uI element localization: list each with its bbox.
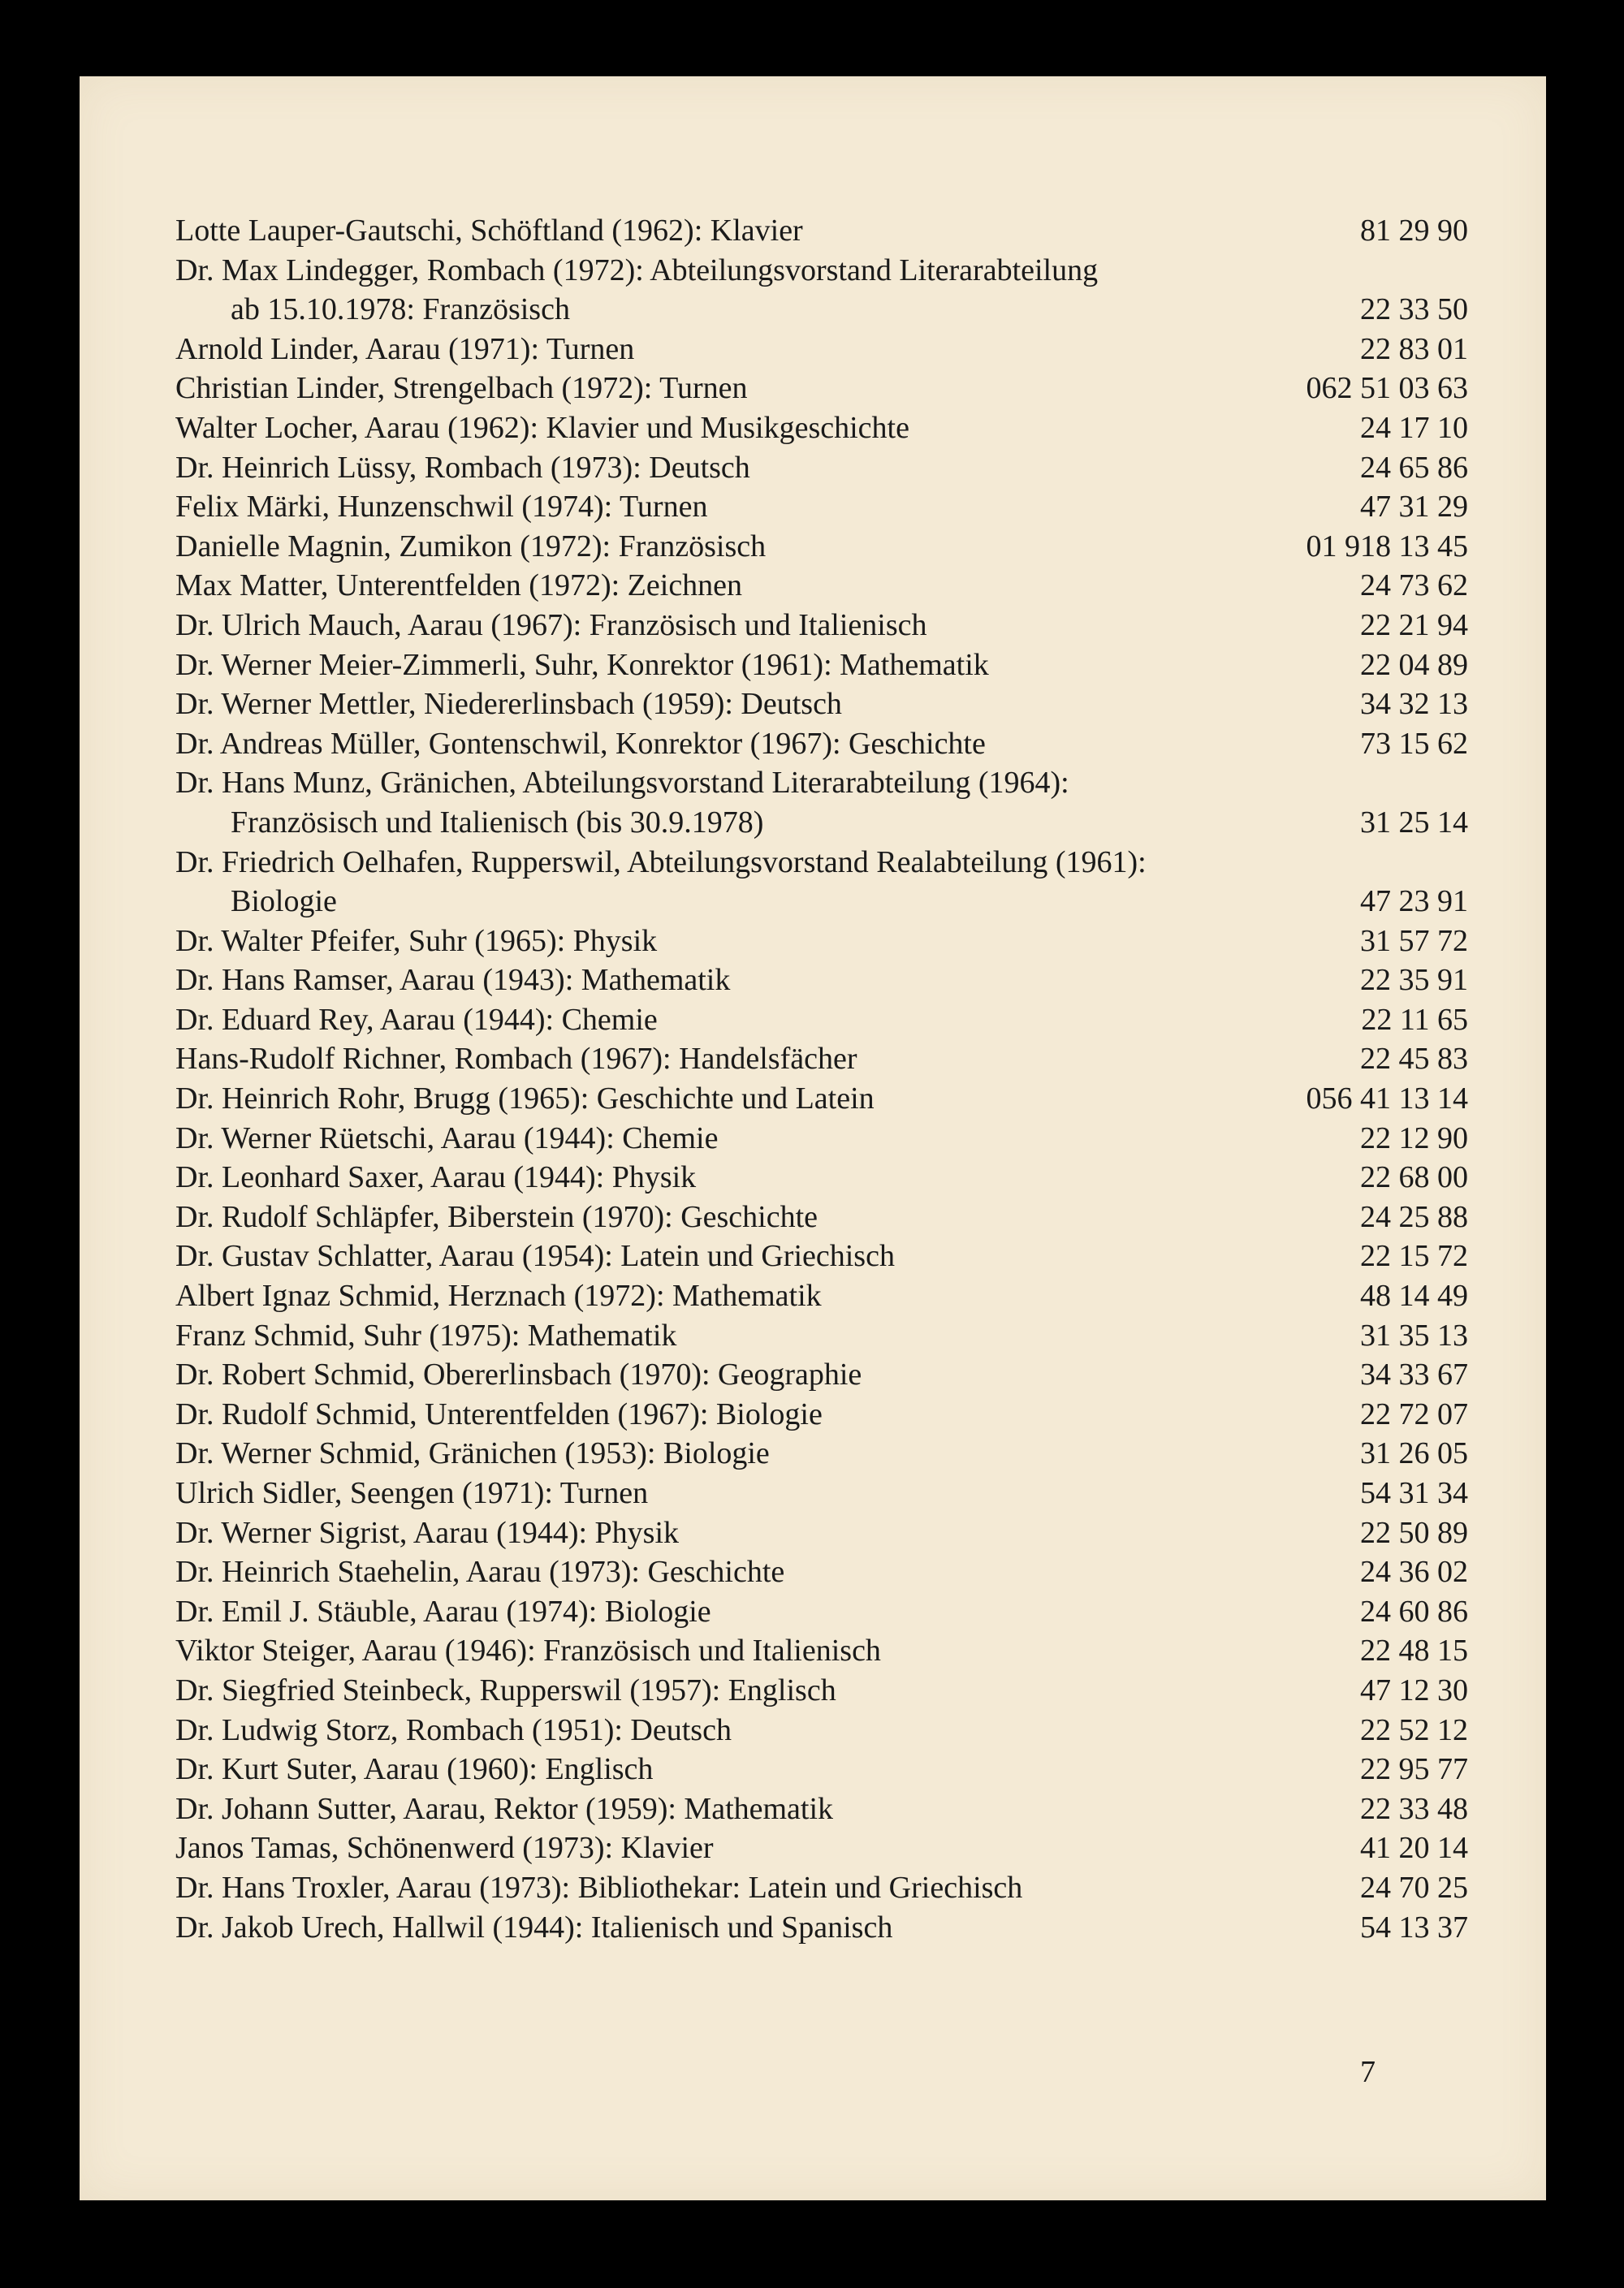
phone-number: 22 50 89 (1360, 1515, 1468, 1550)
staff-entry (175, 487, 1468, 527)
document-page (80, 76, 1546, 2200)
staff-entry-text: Dr. Ulrich Mauch, Aarau (1967): Französisch und Italienisch (175, 607, 927, 642)
staff-entry (175, 408, 1468, 448)
staff-entry-text-continued: ab 15.10.1978: Französisch (231, 292, 570, 327)
phone-number: 31 35 13 (1360, 1318, 1468, 1353)
staff-entry (175, 645, 1468, 685)
staff-entry-text: Dr. Max Lindegger, Rombach (1972): Abteilungsvorstand Literarabteilung (175, 253, 1099, 287)
staff-entry-text: Dr. Ludwig Storz, Rombach (1951): Deutsch (175, 1712, 732, 1747)
staff-entry-text: Dr. Kurt Suter, Aarau (1960): Englisch (175, 1752, 654, 1787)
staff-entry (175, 1868, 1468, 1908)
phone-number: 31 26 05 (1360, 1436, 1468, 1471)
staff-entry-text: Dr. Werner Meier-Zimmerli, Suhr, Konrektor (1961): Mathematik (175, 647, 989, 682)
staff-entry-text: Dr. Werner Schmid, Gränichen (1953): Biologie (175, 1436, 770, 1471)
staff-entry (175, 527, 1468, 567)
staff-entry (175, 448, 1468, 488)
phone-number: 22 21 94 (1360, 607, 1468, 642)
phone-number: 22 04 89 (1360, 647, 1468, 682)
staff-entry (175, 369, 1468, 408)
staff-entry (175, 251, 1468, 330)
staff-entry-text: Max Matter, Unterentfelden (1972): Zeichnen (175, 568, 743, 603)
staff-entry-text: Ulrich Sidler, Seengen (1971): Turnen (175, 1476, 649, 1510)
staff-entry-text: Dr. Werner Rüetschi, Aarau (1944): Chemie (175, 1120, 719, 1155)
phone-number: 54 13 37 (1360, 1910, 1468, 1945)
staff-entry (175, 211, 1468, 251)
staff-entry (175, 1119, 1468, 1159)
staff-entry-text: Felix Märki, Hunzenschwil (1974): Turnen (175, 490, 708, 525)
staff-entry-text: Dr. Jakob Urech, Hallwil (1944): Italienisch und Spanisch (175, 1910, 893, 1945)
staff-entry-text: Dr. Rudolf Schmid, Unterentfelden (1967): Biologie (175, 1397, 823, 1431)
phone-number: 24 25 88 (1360, 1199, 1468, 1234)
staff-entry (175, 922, 1468, 961)
staff-entry (175, 1908, 1468, 1948)
staff-entry (175, 1000, 1468, 1040)
staff-entry-text-continued: Biologie (231, 884, 337, 919)
phone-number: 22 45 83 (1360, 1042, 1468, 1077)
staff-entry (175, 1671, 1468, 1711)
staff-entry-text: Dr. Friedrich Oelhafen, Rupperswil, Abteilungsvorstand Realabteilung (1961): (175, 844, 1147, 879)
staff-entry (175, 1276, 1468, 1316)
staff-entry (175, 1079, 1468, 1119)
staff-entry (175, 1474, 1468, 1513)
phone-number: 31 57 72 (1360, 923, 1468, 958)
staff-entry (175, 1711, 1468, 1751)
phone-number: 47 23 91 (1360, 884, 1468, 919)
staff-entry (175, 1158, 1468, 1198)
staff-entry-text: Lotte Lauper-Gautschi, Schöftland (1962): Klavier (175, 214, 803, 248)
staff-entry-text: Christian Linder, Strengelbach (1972): Turnen (175, 371, 748, 406)
staff-entry-text: Dr. Gustav Schlatter, Aarau (1954): Latein und Griechisch (175, 1239, 895, 1274)
phone-number: 01 918 13 45 (1306, 529, 1468, 563)
staff-entry-text: Dr. Hans Ramser, Aarau (1943): Mathematik (175, 963, 731, 998)
staff-entry (175, 1592, 1468, 1632)
staff-entry-text: Walter Locher, Aarau (1962): Klavier und Musikgeschichte (175, 410, 909, 445)
phone-number: 24 17 10 (1360, 410, 1468, 445)
staff-entry-text: Viktor Steiger, Aarau (1946): Französisch und Italienisch (175, 1634, 881, 1669)
staff-entry (175, 1552, 1468, 1592)
phone-number: 22 33 50 (1360, 292, 1468, 327)
phone-number: 22 52 12 (1360, 1712, 1468, 1747)
staff-entry-text: Dr. Eduard Rey, Aarau (1944): Chemie (175, 1002, 658, 1037)
phone-number: 22 11 65 (1361, 1002, 1468, 1037)
staff-entry (175, 1434, 1468, 1474)
staff-entry-text: Dr. Heinrich Rohr, Brugg (1965): Geschichte und Latein (175, 1081, 875, 1116)
phone-number: 22 15 72 (1360, 1239, 1468, 1274)
phone-number: 34 33 67 (1360, 1358, 1468, 1392)
phone-number: 24 70 25 (1360, 1870, 1468, 1905)
phone-number: 22 68 00 (1360, 1160, 1468, 1195)
staff-entry-text: Dr. Hans Munz, Gränichen, Abteilungsvorstand Literarabteilung (1964): (175, 766, 1069, 801)
staff-entry (175, 763, 1468, 842)
staff-entry-text: Dr. Walter Pfeifer, Suhr (1965): Physik (175, 923, 658, 958)
staff-entry (175, 1237, 1468, 1276)
staff-entry (175, 1789, 1468, 1829)
staff-entry-text: Dr. Siegfried Steinbeck, Rupperswil (1957): Englisch (175, 1673, 836, 1707)
phone-number: 22 83 01 (1360, 331, 1468, 366)
staff-entry-text: Dr. Heinrich Lüssy, Rombach (1973): Deutsch (175, 450, 750, 485)
staff-entry (175, 1631, 1468, 1671)
staff-entry (175, 1513, 1468, 1553)
page-number: 7 (1360, 2055, 1376, 2089)
staff-entry-text: Arnold Linder, Aarau (1971): Turnen (175, 331, 635, 366)
staff-entry-text: Dr. Werner Mettler, Niedererlinsbach (1959): Deutsch (175, 687, 842, 722)
phone-number: 22 12 90 (1360, 1120, 1468, 1155)
phone-number: 31 25 14 (1360, 805, 1468, 840)
staff-entry (175, 1355, 1468, 1395)
staff-entry (175, 606, 1468, 645)
phone-number: 22 72 07 (1360, 1397, 1468, 1431)
staff-entry (175, 684, 1468, 724)
phone-number: 47 31 29 (1360, 490, 1468, 525)
phone-number: 24 60 86 (1360, 1594, 1468, 1629)
staff-entry (175, 724, 1468, 764)
staff-entry (175, 1750, 1468, 1789)
staff-entry-text-continued: Französisch und Italienisch (bis 30.9.1978) (231, 805, 764, 840)
staff-entry-text: Hans-Rudolf Richner, Rombach (1967): Handelsfächer (175, 1042, 857, 1077)
staff-entry-text: Danielle Magnin, Zumikon (1972): Französisch (175, 529, 767, 563)
staff-entry-text: Dr. Heinrich Staehelin, Aarau (1973): Geschichte (175, 1555, 785, 1590)
phone-number: 24 65 86 (1360, 450, 1468, 485)
phone-number: 056 41 13 14 (1306, 1081, 1468, 1116)
phone-number: 22 95 77 (1360, 1752, 1468, 1787)
staff-entry (175, 1395, 1468, 1435)
staff-entry-text: Janos Tamas, Schönenwerd (1973): Klavier (175, 1831, 714, 1866)
staff-entry (175, 330, 1468, 369)
staff-entry-text: Dr. Johann Sutter, Aarau, Rektor (1959): Mathematik (175, 1791, 834, 1826)
staff-entry-text: Dr. Andreas Müller, Gontenschwil, Konrektor (1967): Geschichte (175, 726, 986, 761)
phone-number: 81 29 90 (1360, 214, 1468, 248)
phone-number: 41 20 14 (1360, 1831, 1468, 1866)
phone-number: 47 12 30 (1360, 1673, 1468, 1707)
staff-entry-text: Franz Schmid, Suhr (1975): Mathematik (175, 1318, 677, 1353)
phone-number: 73 15 62 (1360, 726, 1468, 761)
phone-number: 22 35 91 (1360, 963, 1468, 998)
phone-number: 24 73 62 (1360, 568, 1468, 603)
staff-entry (175, 1828, 1468, 1868)
staff-entry-text: Dr. Robert Schmid, Obererlinsbach (1970): Geographie (175, 1358, 862, 1392)
staff-directory-list (175, 211, 1468, 1947)
staff-entry (175, 843, 1468, 922)
staff-entry (175, 1198, 1468, 1237)
staff-entry-text: Dr. Rudolf Schläpfer, Biberstein (1970): Geschichte (175, 1199, 818, 1234)
staff-entry-text: Dr. Emil J. Stäuble, Aarau (1974): Biologie (175, 1594, 711, 1629)
phone-number: 34 32 13 (1360, 687, 1468, 722)
staff-entry-text: Albert Ignaz Schmid, Herznach (1972): Mathematik (175, 1279, 822, 1314)
phone-number: 48 14 49 (1360, 1279, 1468, 1314)
staff-entry (175, 566, 1468, 606)
staff-entry-text: Dr. Werner Sigrist, Aarau (1944): Physik (175, 1515, 680, 1550)
phone-number: 062 51 03 63 (1306, 371, 1468, 406)
phone-number: 54 31 34 (1360, 1476, 1468, 1510)
staff-entry (175, 1316, 1468, 1356)
phone-number: 22 33 48 (1360, 1791, 1468, 1826)
phone-number: 24 36 02 (1360, 1555, 1468, 1590)
staff-entry-text: Dr. Hans Troxler, Aarau (1973): Bibliothekar: Latein und Griechisch (175, 1870, 1023, 1905)
staff-entry (175, 961, 1468, 1000)
phone-number: 22 48 15 (1360, 1634, 1468, 1669)
staff-entry (175, 1039, 1468, 1079)
staff-entry-text: Dr. Leonhard Saxer, Aarau (1944): Physik (175, 1160, 697, 1195)
